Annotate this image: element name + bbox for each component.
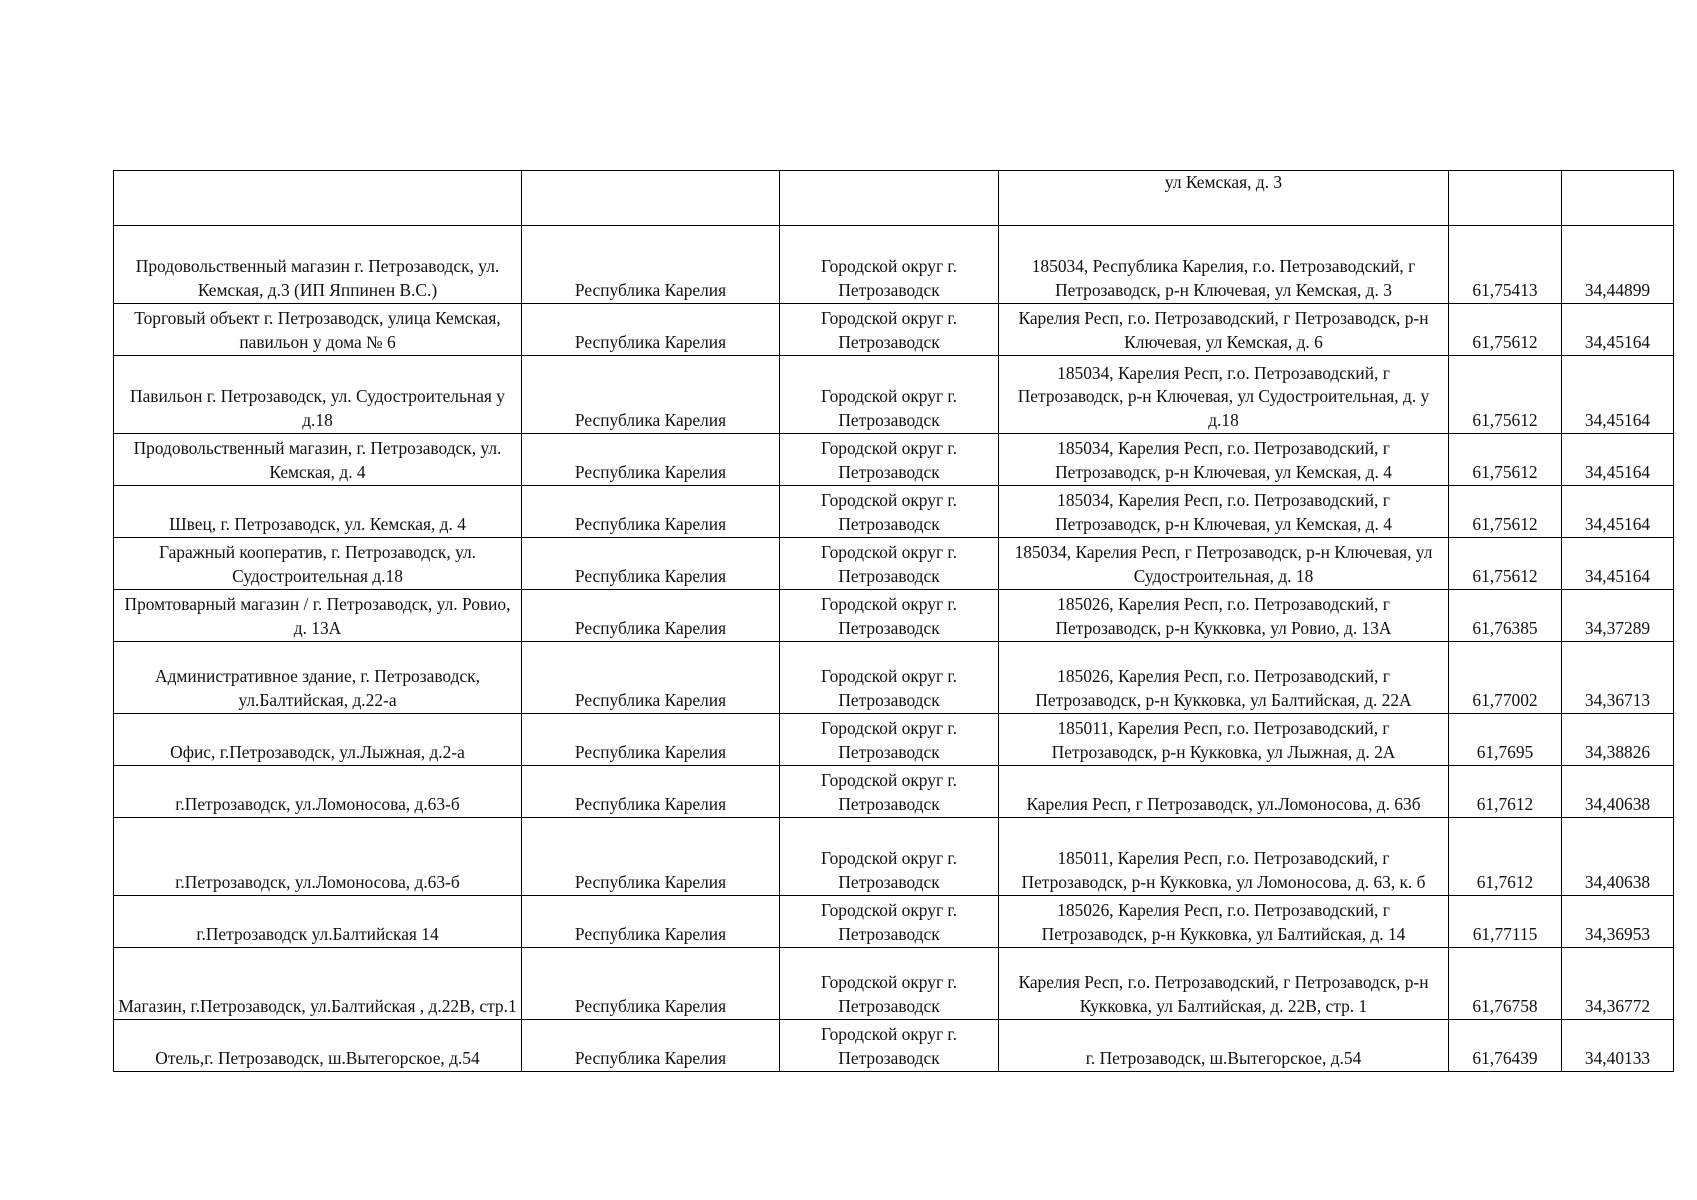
- address-cell: 185026, Карелия Респ, г.о. Петрозаводский, г Петрозаводск, р-н Кукковка, ул Ровио, д. 13А: [999, 590, 1449, 642]
- municipality-cell: Городской округ г. Петрозаводск: [780, 486, 999, 538]
- latitude-cell: 61,75612: [1449, 538, 1562, 590]
- municipality-cell: Городской округ г. Петрозаводск: [780, 714, 999, 766]
- object-name-cell: Отель,г. Петрозаводск, ш.Вытегорское, д.54: [114, 1020, 522, 1072]
- longitude-cell: 34,36713: [1562, 642, 1674, 714]
- latitude-cell: 61,7695: [1449, 714, 1562, 766]
- region-cell: Республика Карелия: [522, 356, 780, 434]
- object-name-cell: Административное здание, г. Петрозаводск, ул.Балтийская, д.22-а: [114, 642, 522, 714]
- region-cell: Республика Карелия: [522, 1020, 780, 1072]
- municipality-cell: Городской округ г. Петрозаводск: [780, 948, 999, 1020]
- longitude-cell: 34,36772: [1562, 948, 1674, 1020]
- latitude-cell: 61,7612: [1449, 766, 1562, 818]
- table-row: [114, 948, 1674, 1020]
- table-row: [114, 434, 1674, 486]
- region-cell: [522, 171, 780, 226]
- table-row: [114, 1020, 1674, 1072]
- region-cell: Республика Карелия: [522, 538, 780, 590]
- object-name-cell: [114, 171, 522, 226]
- region-cell: Республика Карелия: [522, 434, 780, 486]
- object-name-cell: г.Петрозаводск ул.Балтийская 14: [114, 896, 522, 948]
- object-name-cell: Офис, г.Петрозаводск, ул.Лыжная, д.2-а: [114, 714, 522, 766]
- municipality-cell: Городской округ г. Петрозаводск: [780, 590, 999, 642]
- region-cell: Республика Карелия: [522, 304, 780, 356]
- address-cell: 185034, Карелия Респ, г.о. Петрозаводский, г Петрозаводск, р-н Ключевая, ул Судостроительная, д. у д.18: [999, 356, 1449, 434]
- table-row: [114, 226, 1674, 304]
- address-cell: 185026, Карелия Респ, г.о. Петрозаводский, г Петрозаводск, р-н Кукковка, ул Балтийская, д. 14: [999, 896, 1449, 948]
- address-cell: г. Петрозаводск, ш.Вытегорское, д.54: [999, 1020, 1449, 1072]
- address-cell: 185011, Карелия Респ, г.о. Петрозаводский, г Петрозаводск, р-н Кукковка, ул Лыжная, д. 2А: [999, 714, 1449, 766]
- longitude-cell: 34,37289: [1562, 590, 1674, 642]
- region-cell: Республика Карелия: [522, 818, 780, 896]
- object-name-cell: Продовольственный магазин г. Петрозаводск, ул. Кемская, д.3 (ИП Яппинен В.С.): [114, 226, 522, 304]
- longitude-cell: 34,44899: [1562, 226, 1674, 304]
- region-cell: Республика Карелия: [522, 590, 780, 642]
- region-cell: Республика Карелия: [522, 896, 780, 948]
- latitude-cell: 61,76439: [1449, 1020, 1562, 1072]
- latitude-cell: 61,7612: [1449, 818, 1562, 896]
- latitude-cell: 61,77115: [1449, 896, 1562, 948]
- table-row: [114, 304, 1674, 356]
- municipality-cell: Городской округ г. Петрозаводск: [780, 434, 999, 486]
- longitude-cell: [1562, 171, 1674, 226]
- latitude-cell: [1449, 171, 1562, 226]
- table-row: [114, 486, 1674, 538]
- object-name-cell: Павильон г. Петрозаводск, ул. Судостроительная у д.18: [114, 356, 522, 434]
- municipality-cell: Городской округ г. Петрозаводск: [780, 226, 999, 304]
- municipality-cell: Городской округ г. Петрозаводск: [780, 538, 999, 590]
- longitude-cell: 34,38826: [1562, 714, 1674, 766]
- address-cell: 185011, Карелия Респ, г.о. Петрозаводский, г Петрозаводск, р-н Кукковка, ул Ломоносова, д. 63, к. б: [999, 818, 1449, 896]
- latitude-cell: 61,76385: [1449, 590, 1562, 642]
- table-row: [114, 356, 1674, 434]
- table-row: [114, 714, 1674, 766]
- region-cell: Республика Карелия: [522, 226, 780, 304]
- address-cell: 185034, Карелия Респ, г Петрозаводск, р-н Ключевая, ул Судостроительная, д. 18: [999, 538, 1449, 590]
- longitude-cell: 34,40133: [1562, 1020, 1674, 1072]
- address-cell: Карелия Респ, г.о. Петрозаводский, г Петрозаводск, р-н Ключевая, ул Кемская, д. 6: [999, 304, 1449, 356]
- longitude-cell: 34,36953: [1562, 896, 1674, 948]
- address-cell: Карелия Респ, г.о. Петрозаводский, г Петрозаводск, р-н Кукковка, ул Балтийская, д. 22В, стр. 1: [999, 948, 1449, 1020]
- table-row: [114, 766, 1674, 818]
- table-row: [114, 538, 1674, 590]
- address-cell: 185034, Карелия Респ, г.о. Петрозаводский, г Петрозаводск, р-н Ключевая, ул Кемская, д. 4: [999, 434, 1449, 486]
- municipality-cell: Городской округ г. Петрозаводск: [780, 642, 999, 714]
- table-row-continuation: [114, 171, 1674, 226]
- municipality-cell: Городской округ г. Петрозаводск: [780, 304, 999, 356]
- object-name-cell: г.Петрозаводск, ул.Ломоносова, д.63-б: [114, 766, 522, 818]
- longitude-cell: 34,45164: [1562, 434, 1674, 486]
- address-cell: Карелия Респ, г Петрозаводск, ул.Ломоносова, д. 63б: [999, 766, 1449, 818]
- longitude-cell: 34,40638: [1562, 818, 1674, 896]
- region-cell: Республика Карелия: [522, 766, 780, 818]
- object-name-cell: Магазин, г.Петрозаводск, ул.Балтийская , д.22В, стр.1: [114, 948, 522, 1020]
- latitude-cell: 61,75413: [1449, 226, 1562, 304]
- latitude-cell: 61,75612: [1449, 486, 1562, 538]
- object-name-cell: Гаражный кооператив, г. Петрозаводск, ул. Судостроительная д.18: [114, 538, 522, 590]
- latitude-cell: 61,75612: [1449, 356, 1562, 434]
- table-row: [114, 590, 1674, 642]
- address-cell: ул Кемская, д. 3: [999, 171, 1449, 226]
- longitude-cell: 34,45164: [1562, 486, 1674, 538]
- address-cell: 185026, Карелия Респ, г.о. Петрозаводский, г Петрозаводск, р-н Кукковка, ул Балтийская, д. 22А: [999, 642, 1449, 714]
- object-name-cell: г.Петрозаводск, ул.Ломоносова, д.63-б: [114, 818, 522, 896]
- municipality-cell: Городской округ г. Петрозаводск: [780, 1020, 999, 1072]
- region-cell: Республика Карелия: [522, 486, 780, 538]
- municipality-cell: [780, 171, 999, 226]
- object-name-cell: Торговый объект г. Петрозаводск, улица Кемская, павильон у дома № 6: [114, 304, 522, 356]
- region-cell: Республика Карелия: [522, 714, 780, 766]
- objects-table: [113, 170, 1674, 1072]
- table-row: [114, 818, 1674, 896]
- latitude-cell: 61,77002: [1449, 642, 1562, 714]
- municipality-cell: Городской округ г. Петрозаводск: [780, 896, 999, 948]
- object-name-cell: Продовольственный магазин, г. Петрозаводск, ул. Кемская, д. 4: [114, 434, 522, 486]
- object-name-cell: Промтоварный магазин / г. Петрозаводск, ул. Ровио, д. 13А: [114, 590, 522, 642]
- latitude-cell: 61,75612: [1449, 304, 1562, 356]
- object-name-cell: Швец, г. Петрозаводск, ул. Кемская, д. 4: [114, 486, 522, 538]
- table-row: [114, 896, 1674, 948]
- latitude-cell: 61,75612: [1449, 434, 1562, 486]
- address-cell: 185034, Республика Карелия, г.о. Петрозаводский, г Петрозаводск, р-н Ключевая, ул Кемская, д. 3: [999, 226, 1449, 304]
- table-body: [114, 171, 1674, 1072]
- municipality-cell: Городской округ г. Петрозаводск: [780, 356, 999, 434]
- municipality-cell: Городской округ г. Петрозаводск: [780, 766, 999, 818]
- region-cell: Республика Карелия: [522, 948, 780, 1020]
- municipality-cell: Городской округ г. Петрозаводск: [780, 818, 999, 896]
- longitude-cell: 34,45164: [1562, 304, 1674, 356]
- longitude-cell: 34,45164: [1562, 356, 1674, 434]
- latitude-cell: 61,76758: [1449, 948, 1562, 1020]
- longitude-cell: 34,40638: [1562, 766, 1674, 818]
- table-row: [114, 642, 1674, 714]
- longitude-cell: 34,45164: [1562, 538, 1674, 590]
- region-cell: Республика Карелия: [522, 642, 780, 714]
- address-cell: 185034, Карелия Респ, г.о. Петрозаводский, г Петрозаводск, р-н Ключевая, ул Кемская, д. 4: [999, 486, 1449, 538]
